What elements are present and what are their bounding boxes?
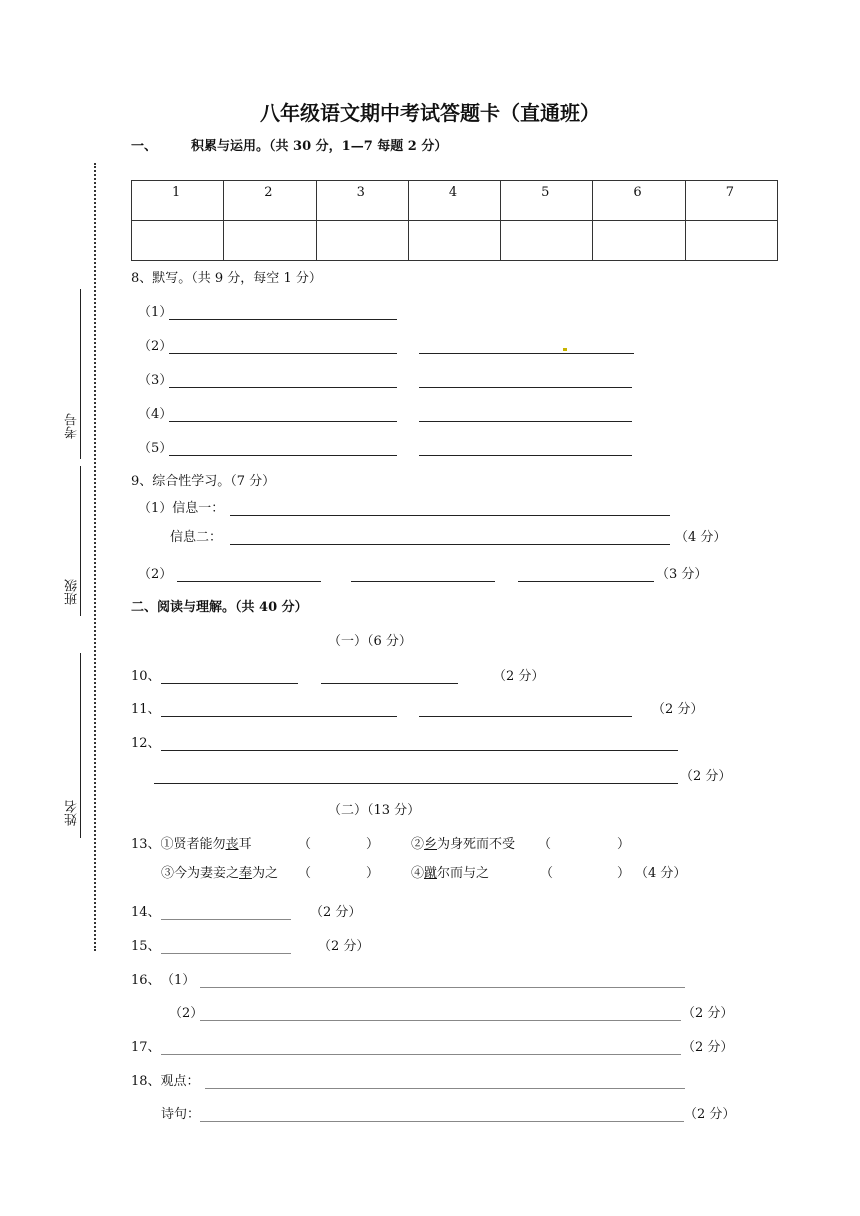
q12-score: （2 分） bbox=[680, 769, 732, 784]
q8-item-1-blank[interactable] bbox=[169, 319, 397, 320]
q9-part2-blank-c[interactable] bbox=[518, 581, 654, 582]
grid-answer-5[interactable] bbox=[501, 221, 593, 261]
q16-part2-blank[interactable] bbox=[200, 1020, 681, 1021]
grid-answer-2[interactable] bbox=[224, 221, 316, 261]
q17-label: 17、 bbox=[131, 1040, 161, 1055]
q13-a-rparen: ） bbox=[366, 837, 380, 852]
q16-part1-blank[interactable] bbox=[200, 987, 685, 988]
q8-item-5-blank-b[interactable] bbox=[419, 455, 632, 456]
q9-part2-blank-b[interactable] bbox=[351, 581, 495, 582]
q13-number: 13、 bbox=[131, 837, 161, 852]
grid-header-2: 2 bbox=[224, 181, 316, 221]
q13-b-post: 为身死而不受 bbox=[437, 837, 516, 852]
grid-answer-6[interactable] bbox=[593, 221, 685, 261]
q8-title: 8、默写。（共 9 分，每空 1 分） bbox=[131, 271, 322, 286]
q13-a-pre: ①贤者能勿 bbox=[160, 837, 226, 852]
q8-item-5-label: （5） bbox=[138, 441, 173, 456]
q13-d-word: 蹴 bbox=[424, 866, 438, 881]
q17-blank[interactable] bbox=[161, 1054, 681, 1055]
q13-b-text bbox=[411, 837, 515, 853]
q8-item-5-blank-a[interactable] bbox=[169, 455, 397, 456]
q8-item-3-blank-b[interactable] bbox=[419, 387, 632, 388]
q15-score: （2 分） bbox=[318, 939, 370, 954]
q9-title: 9、综合性学习。（7 分） bbox=[131, 474, 276, 489]
q13-label bbox=[131, 837, 252, 853]
q13-score: （4 分） bbox=[635, 866, 687, 881]
section2-heading: 二、阅读与理解。（共 40 分） bbox=[131, 600, 308, 615]
q8-item-4-label: （4） bbox=[138, 407, 173, 422]
q14-label: 14、 bbox=[131, 905, 161, 920]
q11-blank-b[interactable] bbox=[419, 716, 632, 717]
q15-label: 15、 bbox=[131, 939, 161, 954]
q13-b-word: 乡 bbox=[424, 837, 438, 852]
grid-header-6: 6 bbox=[593, 181, 685, 221]
q9-part2-label: （2） bbox=[138, 567, 173, 582]
grid-answer-3[interactable] bbox=[316, 221, 408, 261]
q9-score-3: （3 分） bbox=[656, 567, 708, 582]
section1-heading: 积累与运用。（共 30 分，1—7 每题 2 分） bbox=[191, 139, 448, 154]
q18-score: （2 分） bbox=[684, 1107, 736, 1122]
stray-mark bbox=[563, 348, 567, 351]
q8-item-4-blank-b[interactable] bbox=[419, 421, 632, 422]
section2-sub2: （二）（13 分） bbox=[328, 803, 421, 818]
grid-header-4: 4 bbox=[408, 181, 500, 221]
exam-no-field-line[interactable] bbox=[80, 289, 81, 459]
q15-blank[interactable] bbox=[161, 953, 291, 954]
class-label: 班级 bbox=[65, 579, 80, 605]
binding-dotted-line bbox=[94, 163, 96, 951]
q18-label: 18、观点： bbox=[131, 1074, 200, 1089]
q9-info1-blank[interactable] bbox=[230, 515, 670, 516]
q16-label: 16、 bbox=[131, 973, 161, 988]
q14-blank[interactable] bbox=[161, 919, 291, 920]
q12-blank-2[interactable] bbox=[154, 783, 678, 784]
grid-answer-7[interactable] bbox=[685, 221, 777, 261]
q13-d-text bbox=[411, 866, 489, 882]
grid-header-5: 5 bbox=[501, 181, 593, 221]
q11-blank-a[interactable] bbox=[161, 716, 397, 717]
section2-sub1: （一）（6 分） bbox=[328, 634, 412, 649]
q8-item-2-label: （2） bbox=[138, 339, 173, 354]
grid-answer-4[interactable] bbox=[408, 221, 500, 261]
q13-b-rparen: ） bbox=[617, 837, 631, 852]
q13-a-word: 丧 bbox=[225, 837, 239, 852]
q10-label: 10、 bbox=[131, 669, 161, 684]
q13-b-pre: ② bbox=[411, 837, 425, 852]
q10-score: （2 分） bbox=[493, 669, 545, 684]
q8-item-1-label: （1） bbox=[138, 305, 173, 320]
q18-poem-label: 诗句： bbox=[161, 1107, 201, 1122]
q9-info1-label: （1）信息一： bbox=[138, 501, 225, 516]
q8-item-2-blank-b[interactable] bbox=[419, 353, 634, 354]
name-field-line[interactable] bbox=[80, 653, 81, 838]
q12-label: 12、 bbox=[131, 736, 161, 751]
q13-a-post: 耳 bbox=[238, 837, 252, 852]
q17-score: （2 分） bbox=[682, 1040, 734, 1055]
class-field-line[interactable] bbox=[80, 466, 81, 616]
q13-d-post: 尔而与之 bbox=[437, 866, 490, 881]
grid-answer-1[interactable] bbox=[132, 221, 224, 261]
q18-viewpoint-blank[interactable] bbox=[205, 1088, 685, 1089]
q8-item-3-blank-a[interactable] bbox=[169, 387, 397, 388]
q13-d-pre: ④ bbox=[411, 866, 425, 881]
q13-c-word: 奉 bbox=[239, 866, 253, 881]
q8-item-3-label: （3） bbox=[138, 373, 173, 388]
q13-b-lparen: （ bbox=[538, 837, 552, 852]
q13-c-post: 为之 bbox=[252, 866, 279, 881]
q13-c-lparen: （ bbox=[298, 866, 312, 881]
q16-part1-label: （1） bbox=[161, 973, 196, 988]
q11-score: （2 分） bbox=[652, 702, 704, 717]
q12-blank-1[interactable] bbox=[161, 750, 678, 751]
q9-score-4: （4 分） bbox=[675, 530, 727, 545]
grid-header-3: 3 bbox=[316, 181, 408, 221]
q8-item-2-blank-a[interactable] bbox=[169, 353, 397, 354]
q18-poem-blank[interactable] bbox=[200, 1121, 684, 1122]
q13-c-rparen: ） bbox=[366, 866, 380, 881]
section1-number: 一、 bbox=[131, 139, 158, 154]
q13-a-lparen: （ bbox=[298, 837, 312, 852]
name-label: 姓名 bbox=[65, 800, 80, 826]
q16-part2-label: （2） bbox=[169, 1006, 204, 1021]
q11-label: 11、 bbox=[131, 702, 161, 717]
q8-item-4-blank-a[interactable] bbox=[169, 421, 397, 422]
q14-score: （2 分） bbox=[310, 905, 362, 920]
grid-header-1: 1 bbox=[132, 181, 224, 221]
grid-header-7: 7 bbox=[685, 181, 777, 221]
q10-blank-a[interactable] bbox=[161, 683, 298, 684]
q13-c-text bbox=[161, 866, 278, 882]
q13-d-lparen: （ bbox=[540, 866, 554, 881]
exam-no-label: 考号 bbox=[65, 413, 80, 439]
answer-grid bbox=[131, 180, 778, 261]
page-title: 八年级语文期中考试答题卡（直通班） bbox=[260, 101, 600, 125]
q13-d-rparen: ） bbox=[617, 866, 631, 881]
q9-info2-blank[interactable] bbox=[230, 544, 670, 545]
q16-score: （2 分） bbox=[682, 1006, 734, 1021]
q13-c-pre: ③今为妻妾之 bbox=[161, 866, 240, 881]
q9-info2-label: 信息二： bbox=[170, 530, 223, 545]
q9-part2-blank-a[interactable] bbox=[177, 581, 321, 582]
q10-blank-b[interactable] bbox=[321, 683, 458, 684]
